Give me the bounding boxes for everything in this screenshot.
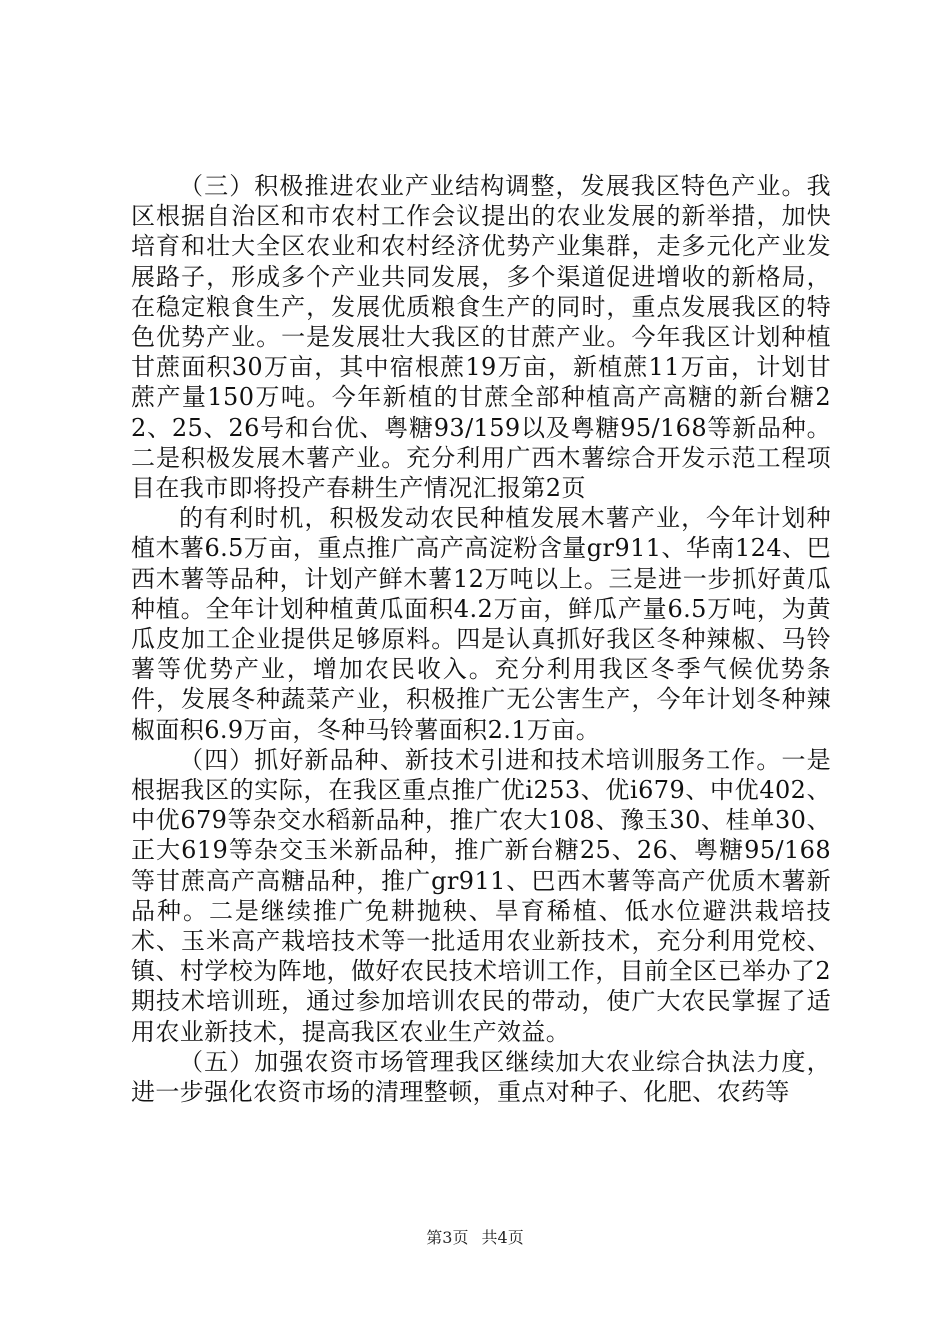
- page-total: 共4页: [481, 1228, 524, 1247]
- paragraph-section-3: （三）积极推进农业产业结构调整，发展我区特色产业。我区根据自治区和市农村工作会议提出的农业发展的新举措，加快培育和壮大全区农业和农村经济优势产业集群，走多元化产业发展路子，形成多个产业共同发展，多个渠道促进增收的新格局，在稳定粮食生产，发展优质粮食生产的同时，重点发展我区的特色优势产业。一是发展壮大我区的甘蔗产业。今年我区计划种植甘蔗面积30万亩，其中宿根蔗19万亩，新植蔗11万亩，计划甘蔗产量150万吨。今年新植的甘蔗全部种植高产高糖的新台糖22、25、26号和台优、粤糖93/159以及粤糖95/168等新品种。二是积极发展木薯产业。充分利用广西木薯综合开发示范工程项目在我市即将投产春耕生产情况汇报第2页: [131, 172, 831, 503]
- document-body: [131, 171, 831, 1107]
- page-footer: [0, 1228, 950, 1248]
- page-number: 第3页: [426, 1228, 469, 1247]
- paragraph-section-4: （四）抓好新品种、新技术引进和技术培训服务工作。一是根据我区的实际，在我区重点推广优i253、优i679、中优402、中优679等杂交水稻新品种，推广农大108、豫玉30、桂单30、正大619等杂交玉米新品种，推广新台糖25、26、粤糖95/168等甘蔗高产高糖品种，推广gr911、巴西木薯等高产优质木薯新品种。二是继续推广免耕抛秧、旱育稀植、低水位避洪栽培技术、玉米高产栽培技术等一批适用农业新技术，充分利用党校、镇、村学校为阵地，做好农民技术培训工作，目前全区已举办了2期技术培训班，通过参加培训农民的带动，使广大农民掌握了适用农业新技术，提高我区农业生产效益。: [131, 745, 831, 1046]
- paragraph-section-5: （五）加强农资市场管理我区继续加大农业综合执法力度，进一步强化农资市场的清理整顿，重点对种子、化肥、农药等: [131, 1047, 831, 1107]
- paragraph-continuation: 的有利时机，积极发动农民种植发展木薯产业，今年计划种植木薯6.5万亩，重点推广高产高淀粉含量gr911、华南124、巴西木薯等品种，计划产鲜木薯12万吨以上。三是进一步抓好黄瓜种植。全年计划种植黄瓜面积4.2万亩，鲜瓜产量6.5万吨，为黄瓜皮加工企业提供足够原料。四是认真抓好我区冬种辣椒、马铃薯等优势产业，增加农民收入。充分利用我区冬季气候优势条件，发展冬种蔬菜产业，积极推广无公害生产，今年计划冬种辣椒面积6.9万亩，冬种马铃薯面积2.1万亩。: [131, 504, 831, 744]
